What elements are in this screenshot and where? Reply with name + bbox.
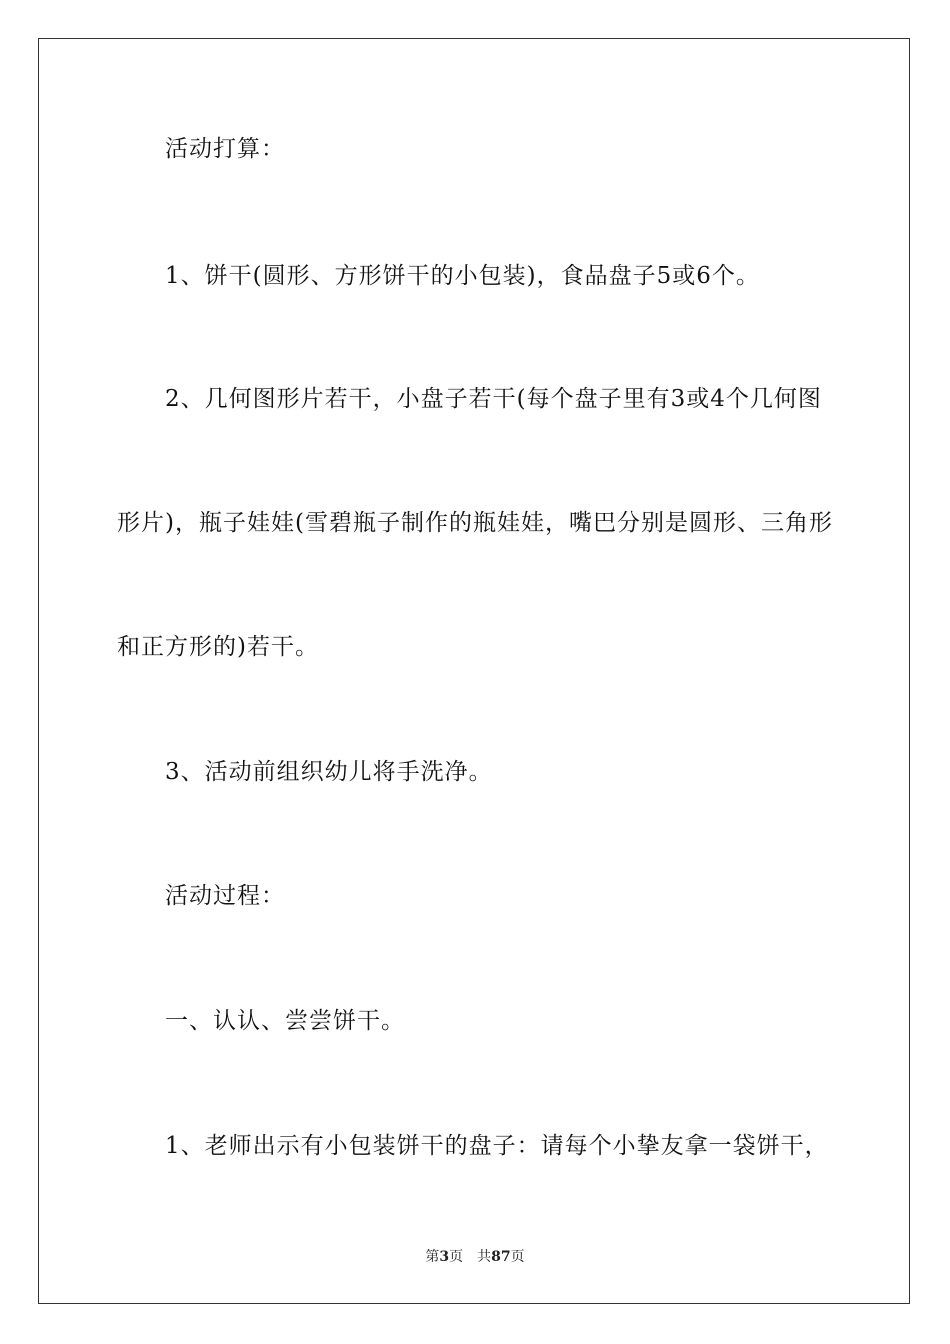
- page-footer: [0, 1248, 950, 1266]
- paragraph-line: 2、几何图形片若干，小盘子若干(每个盘子里有3或4个几何图: [165, 386, 822, 412]
- page-prefix: 第: [425, 1249, 440, 1265]
- page-border: [38, 38, 910, 1304]
- total-suffix: 页: [510, 1249, 525, 1265]
- page-suffix: 页: [449, 1249, 464, 1265]
- subsection-heading: 一、认认、尝尝饼干。: [165, 1008, 405, 1034]
- paragraph-line: 1、老师出示有小包装饼干的盘子：请每个小挚友拿一袋饼干，: [165, 1133, 829, 1159]
- paragraph-line: 1、饼干(圆形、方形饼干的小包装)，食品盘子5或6个。: [165, 263, 760, 289]
- paragraph-line: 形片)，瓶子娃娃(雪碧瓶子制作的瓶娃娃，嘴巴分别是圆形、三角形: [117, 510, 833, 536]
- paragraph-line: 3、活动前组织幼儿将手洗净。: [165, 759, 493, 785]
- total-prefix: 共: [477, 1249, 492, 1265]
- section-heading-preparation: 活动打算：: [165, 136, 285, 162]
- page-number: 3: [439, 1249, 450, 1265]
- total-pages: 87: [491, 1249, 511, 1265]
- section-heading-process: 活动过程：: [165, 883, 285, 909]
- paragraph-line: 和正方形的)若干。: [117, 634, 319, 660]
